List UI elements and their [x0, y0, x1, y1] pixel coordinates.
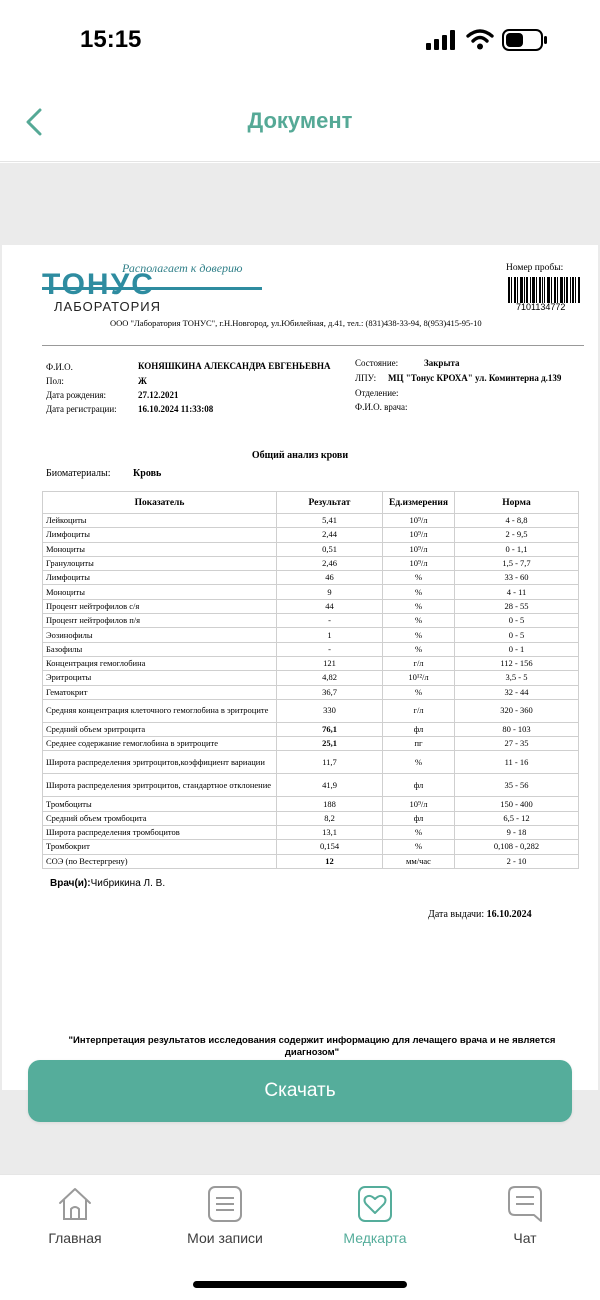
tab-home[interactable] [15, 1183, 135, 1247]
result-cell: - [277, 642, 383, 656]
indicator-cell: СОЭ (по Вестергрену) [43, 854, 277, 868]
chat-icon [507, 1185, 543, 1223]
unit-cell: % [383, 614, 455, 628]
indicator-cell: Моноциты [43, 585, 277, 599]
result-cell: 121 [277, 656, 383, 670]
result-cell: 4,82 [277, 671, 383, 685]
document-viewer[interactable] [0, 163, 600, 1174]
tab-medcard[interactable] [315, 1183, 435, 1247]
result-cell: 9 [277, 585, 383, 599]
unit-cell: фл [383, 811, 455, 825]
norm-cell: 112 - 156 [455, 656, 579, 670]
unit-cell: г/л [383, 699, 455, 722]
results-table [42, 491, 579, 869]
table-row [43, 774, 579, 797]
registration-date: 16.10.2024 11:33:08 [138, 404, 214, 414]
result-cell: 76,1 [277, 722, 383, 736]
page-title: Документ [247, 108, 353, 133]
table-row [43, 699, 579, 722]
sample-number-label: Номер пробы: [506, 263, 564, 273]
table-row [43, 528, 579, 542]
state-label: Состояние: [355, 358, 399, 368]
table-row [43, 642, 579, 656]
lab-logo [42, 261, 272, 315]
birth-label: Дата рождения: [46, 390, 107, 400]
norm-cell: 0 - 1 [455, 642, 579, 656]
norm-cell: 28 - 55 [455, 599, 579, 613]
tab-records[interactable] [165, 1183, 285, 1247]
norm-cell: 1,5 - 7,7 [455, 556, 579, 570]
tab-label: Медкарта [343, 1230, 407, 1246]
table-row [43, 826, 579, 840]
result-cell: 2,46 [277, 556, 383, 570]
norm-cell: 2 - 9,5 [455, 528, 579, 542]
table-row [43, 614, 579, 628]
indicator-cell: Широта распределения эритроцитов,коэффициент вариации [43, 751, 277, 774]
results-header [43, 492, 579, 514]
sex-label: Пол: [46, 376, 64, 386]
table-row [43, 685, 579, 699]
patient-sex: Ж [138, 376, 147, 386]
table-row [43, 854, 579, 868]
result-cell: 0,154 [277, 840, 383, 854]
norm-cell: 4 - 11 [455, 585, 579, 599]
result-cell: 13,1 [277, 826, 383, 840]
norm-cell: 0 - 5 [455, 628, 579, 642]
norm-cell: 11 - 16 [455, 751, 579, 774]
indicator-cell: Широта распределения эритроцитов, стандартное отклонение [43, 774, 277, 797]
result-cell: 8,2 [277, 811, 383, 825]
document-page [2, 245, 598, 1090]
home-icon [57, 1185, 93, 1223]
unit-cell: % [383, 840, 455, 854]
heart-card-icon [357, 1185, 393, 1223]
state-value: Закрыта [424, 358, 460, 368]
unit-cell: % [383, 571, 455, 585]
indicator-cell: Концентрация гемоглобина [43, 656, 277, 670]
norm-cell: 4 - 8,8 [455, 514, 579, 528]
result-cell: 25,1 [277, 737, 383, 751]
indicator-cell: Средний объем тромбоцита [43, 811, 277, 825]
indicator-cell: Эритроциты [43, 671, 277, 685]
unit-cell: фл [383, 774, 455, 797]
unit-cell: пг [383, 737, 455, 751]
unit-cell: % [383, 585, 455, 599]
name-label: Ф.И.О. [46, 362, 73, 372]
unit-cell: % [383, 751, 455, 774]
norm-cell: 80 - 103 [455, 722, 579, 736]
indicator-cell: Процент нейтрофилов п/я [43, 614, 277, 628]
download-button[interactable]: Скачать [28, 1060, 572, 1122]
disclaimer: "Интерпретация результатов исследования содержит информацию для лечащего врача и не является диагнозом" [68, 1035, 556, 1058]
unit-cell: 10¹²/л [383, 671, 455, 685]
wifi-icon [466, 28, 494, 50]
norm-cell: 150 - 400 [455, 797, 579, 811]
analysis-title: Общий анализ крови [251, 450, 349, 461]
table-row [43, 797, 579, 811]
result-cell: 12 [277, 854, 383, 868]
indicator-cell: Эозинофилы [43, 628, 277, 642]
table-row [43, 542, 579, 556]
unit-cell: % [383, 685, 455, 699]
doctor-label: Врач(и): [50, 878, 91, 889]
norm-cell: 2 - 10 [455, 854, 579, 868]
doctor-signature [50, 878, 165, 889]
norm-cell: 33 - 60 [455, 571, 579, 585]
divider [42, 345, 584, 346]
home-indicator [193, 1281, 407, 1288]
doctor-name: Чибрикина Л. В. [90, 878, 166, 889]
result-cell: 330 [277, 699, 383, 722]
table-row [43, 751, 579, 774]
unit-cell: % [383, 599, 455, 613]
issue-date: 16.10.2024 [486, 909, 532, 920]
indicator-cell: Моноциты [43, 542, 277, 556]
patient-name: КОНЯШКИНА АЛЕКСАНДРА ЕВГЕНЬЕВНА [138, 361, 331, 371]
result-cell: 44 [277, 599, 383, 613]
table-row [43, 811, 579, 825]
indicator-cell: Лейкоциты [43, 514, 277, 528]
indicator-cell: Средний объем эритроцита [43, 722, 277, 736]
tab-label: Чат [513, 1230, 537, 1246]
lpu-label: ЛПУ: [355, 373, 377, 383]
indicator-cell: Гематокрит [43, 685, 277, 699]
table-row [43, 571, 579, 585]
result-cell: 0,51 [277, 542, 383, 556]
table-row [43, 628, 579, 642]
table-row [43, 514, 579, 528]
table-row [43, 585, 579, 599]
unit-cell: 10⁹/л [383, 797, 455, 811]
indicator-cell: Лимфоциты [43, 528, 277, 542]
indicator-cell: Процент нейтрофилов с/я [43, 599, 277, 613]
indicator-cell: Среднее содержание гемоглобина в эритроците [43, 737, 277, 751]
unit-cell: фл [383, 722, 455, 736]
records-icon [207, 1185, 243, 1223]
result-cell: 36,7 [277, 685, 383, 699]
norm-cell: 3,5 - 5 [455, 671, 579, 685]
unit-cell: % [383, 826, 455, 840]
column-header: Норма [455, 492, 579, 514]
nav-header [0, 80, 600, 162]
unit-cell: 10⁹/л [383, 528, 455, 542]
unit-cell: % [383, 628, 455, 642]
signal-icon [426, 30, 456, 50]
unit-cell: г/л [383, 656, 455, 670]
lpu-value: МЦ "Тонус КРОХА" ул. Коминтерна д.139 [388, 373, 562, 383]
column-header: Результат [277, 492, 383, 514]
status-time: 15:15 [80, 26, 142, 53]
norm-cell: 0,108 - 0,282 [455, 840, 579, 854]
table-row [43, 599, 579, 613]
indicator-cell: Средняя концентрация клеточного гемоглобина в эритроците [43, 699, 277, 722]
result-cell: 41,9 [277, 774, 383, 797]
battery-icon [502, 29, 548, 51]
lab-name-big: ТОНУС [42, 268, 155, 301]
unit-cell: 10⁹/л [383, 542, 455, 556]
table-row [43, 737, 579, 751]
biomaterial-value: Кровь [133, 468, 162, 479]
column-header: Ед.измерения [383, 492, 455, 514]
result-cell: 5,41 [277, 514, 383, 528]
indicator-cell: Лимфоциты [43, 571, 277, 585]
norm-cell: 32 - 44 [455, 685, 579, 699]
result-cell: 1 [277, 628, 383, 642]
norm-cell: 35 - 56 [455, 774, 579, 797]
indicator-cell: Широта распределения тромбоцитов [43, 826, 277, 840]
table-row [43, 671, 579, 685]
result-cell: 188 [277, 797, 383, 811]
indicator-cell: Базофилы [43, 642, 277, 656]
result-cell: 11,7 [277, 751, 383, 774]
department-label: Отделение: [355, 388, 399, 398]
patient-birth: 27.12.2021 [138, 390, 179, 400]
issue-date-block [428, 909, 532, 920]
status-bar [0, 0, 600, 80]
biomaterial-label: Биоматериалы: [46, 468, 111, 479]
result-cell: - [277, 614, 383, 628]
tab-label: Мои записи [187, 1230, 263, 1246]
unit-cell: 10⁹/л [383, 514, 455, 528]
norm-cell: 9 - 18 [455, 826, 579, 840]
norm-cell: 0 - 1,1 [455, 542, 579, 556]
result-cell: 2,44 [277, 528, 383, 542]
tab-chat[interactable] [465, 1183, 585, 1247]
indicator-cell: Гранулоциты [43, 556, 277, 570]
column-header: Показатель [43, 492, 277, 514]
registration-label: Дата регистрации: [46, 404, 117, 414]
norm-cell: 27 - 35 [455, 737, 579, 751]
norm-cell: 6,5 - 12 [455, 811, 579, 825]
indicator-cell: Тромбоциты [43, 797, 277, 811]
lab-name-small: ЛАБОРАТОРИЯ [54, 299, 162, 314]
indicator-cell: Тромбокрит [43, 840, 277, 854]
unit-cell: мм/час [383, 854, 455, 868]
doctor-name-label: Ф.И.О. врача: [355, 402, 408, 412]
result-cell: 46 [277, 571, 383, 585]
unit-cell: % [383, 642, 455, 656]
table-row [43, 840, 579, 854]
lab-slogan: Располагает к доверию [122, 261, 243, 275]
unit-cell: 10⁹/л [383, 556, 455, 570]
norm-cell: 0 - 5 [455, 614, 579, 628]
issue-label: Дата выдачи: [428, 909, 485, 920]
table-row [43, 556, 579, 570]
barcode-image [508, 277, 580, 303]
tab-label: Главная [48, 1230, 102, 1246]
norm-cell: 320 - 360 [455, 699, 579, 722]
table-row [43, 722, 579, 736]
lab-address: ООО "Лаборатория ТОНУС", г.Н.Новгород, ул.Юбилейная, д.41, тел.: (831)438-33-94, 8(953)415-95-10 [110, 318, 482, 328]
barcode-number: 7101134772 [516, 302, 566, 312]
table-row [43, 656, 579, 670]
